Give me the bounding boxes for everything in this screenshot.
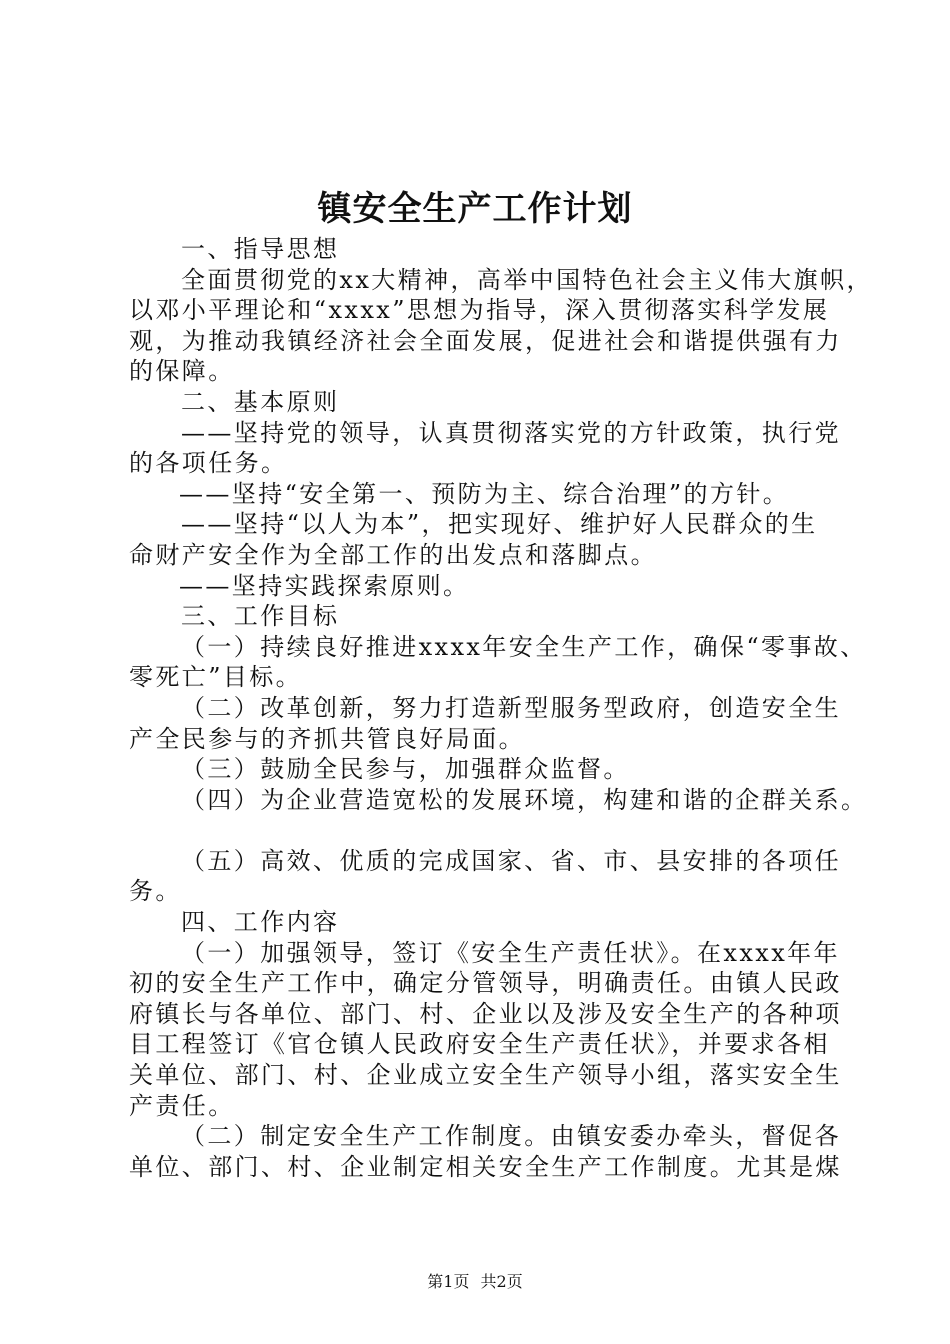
blank-line — [129, 815, 834, 846]
section-heading: 四、工作内容 — [181, 908, 340, 937]
paragraph-line: 命财产安全作为全部工作的出发点和落脚点。 — [129, 540, 657, 569]
paragraph-line: 产责任。 — [129, 1091, 235, 1120]
section-heading: 二、基本原则 — [181, 387, 340, 416]
page-footer — [0, 1270, 950, 1294]
paragraph-line: （二）制定安全生产工作制度。由镇安委办牵头，督促各 — [181, 1122, 841, 1151]
paragraph-line: 的各项任务。 — [129, 449, 288, 478]
paragraph-line: 全面贯彻党的xx大精神，高举中国特色社会主义伟大旗帜， — [181, 265, 873, 294]
paragraph-line: 府镇长与各单位、部门、村、企业以及涉及安全生产的各种项 — [129, 999, 842, 1028]
paragraph-line: 务。 — [129, 877, 182, 906]
paragraph-line: 单位、部门、村、企业制定相关安全生产工作制度。尤其是煤 — [129, 1152, 842, 1181]
document-title: 镇安全生产工作计划 — [317, 189, 633, 229]
paragraph-line: 的保障。 — [129, 357, 235, 386]
paragraph-line: 目工程签订《官仓镇人民政府安全生产责任状》，并要求各相 — [129, 1030, 830, 1059]
paragraph-line: 关单位、部门、村、企业成立安全生产领导小组，落实安全生 — [129, 1061, 842, 1090]
paragraph-line: （三）鼓励全民参与，加强群众监督。 — [181, 755, 630, 784]
paragraph-line: ——坚持实践探索原则。 — [179, 571, 470, 600]
paragraph-line: （一）加强领导，签订《安全生产责任状》。在xxxx年年 — [181, 938, 840, 967]
paragraph-line: （一）持续良好推进xxxx年安全生产工作，确保“零事故、 — [181, 632, 867, 661]
paragraph-line: ——坚持“以人为本”，把实现好、维护好人民群众的生 — [181, 510, 818, 539]
paragraph-line: 初的安全生产工作中，确定分管领导，明确责任。由镇人民政 — [129, 969, 842, 998]
paragraph-line: （五）高效、优质的完成国家、省、市、县安排的各项任 — [181, 846, 841, 875]
paragraph-line: ——坚持党的领导，认真贯彻落实党的方针政策，执行党 — [181, 418, 841, 447]
paragraph-line: ——坚持“安全第一、预防为主、综合治理”的方针。 — [179, 479, 790, 508]
paragraph-line: 产全民参与的齐抓共管良好局面。 — [129, 724, 525, 753]
paragraph-line: （四）为企业营造宽松的发展环境，构建和谐的企群关系。 — [181, 785, 868, 814]
document-body — [129, 234, 873, 1182]
paragraph-line: 零死亡”目标。 — [129, 663, 303, 692]
paragraph-line: 以邓小平理论和“xxxx”思想为指导，深入贯彻落实科学发展 — [129, 296, 830, 325]
paragraph-line: （二）改革创新，努力打造新型服务型政府，创造安全生 — [181, 693, 841, 722]
section-heading: 一、指导思想 — [181, 235, 340, 263]
section-heading: 三、工作目标 — [181, 602, 340, 631]
page-number: 第1页 — [427, 1272, 470, 1291]
page-total: 共2页 — [480, 1272, 523, 1291]
paragraph-line: 观，为推动我镇经济社会全面发展，促进社会和谐提供强有力 — [129, 326, 842, 355]
